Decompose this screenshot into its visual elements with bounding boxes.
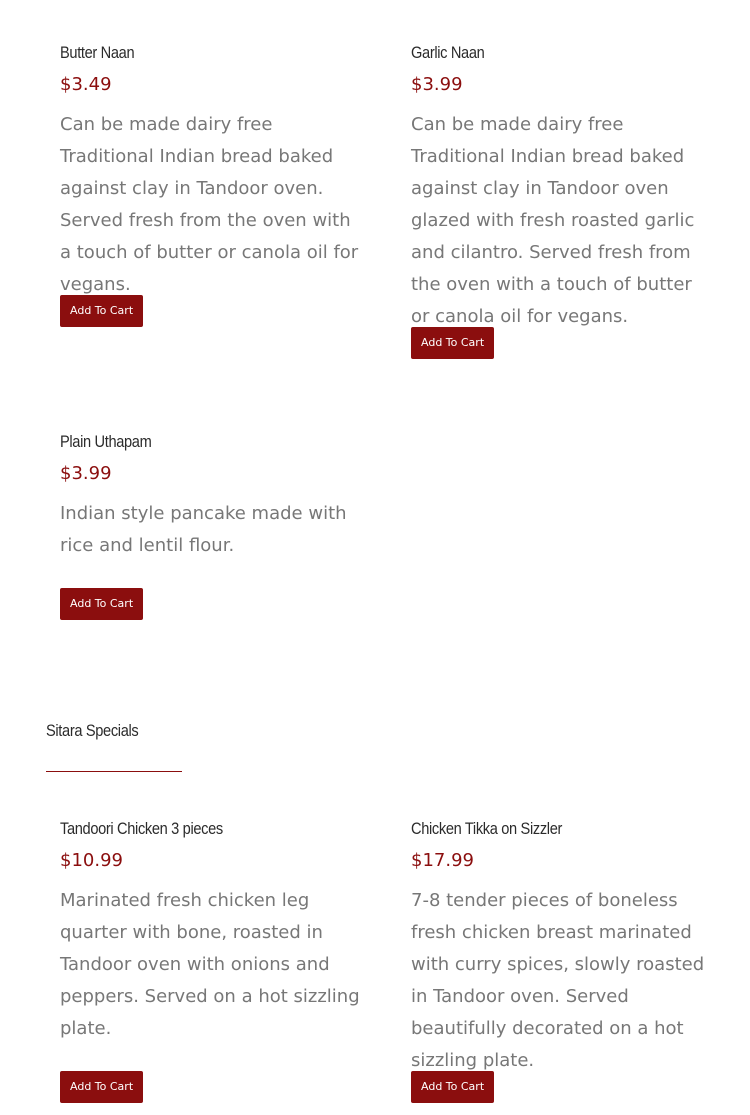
menu-item-garlic-naan xyxy=(411,41,711,333)
add-to-cart-button[interactable]: Add To Cart xyxy=(60,1071,143,1103)
item-name: Butter Naan xyxy=(60,43,135,62)
add-to-cart-button[interactable]: Add To Cart xyxy=(411,1071,494,1103)
section-title: Sitara Specials xyxy=(46,721,139,740)
menu-item-tandoori-chicken xyxy=(60,817,360,1045)
add-to-cart-button[interactable]: Add To Cart xyxy=(411,327,494,359)
item-description: Marinated fresh chicken leg quarter with bone, roasted in Tandoor oven with onions and peppers. Served on a hot sizzling plate. xyxy=(60,890,360,1039)
menu-item-plain-uthapam xyxy=(60,430,360,562)
item-name: Garlic Naan xyxy=(411,43,485,62)
item-description: Can be made dairy free Traditional Indian bread baked against clay in Tandoor oven. Served fresh from the oven with a touch of butter or canola oil for vegans. xyxy=(60,114,359,295)
item-description: 7-8 tender pieces of boneless fresh chicken breast marinated with curry spices, slowly roasted in Tandoor oven. Served beautifully decorated on a hot sizzling plate. xyxy=(411,890,705,1071)
item-name: Chicken Tikka on Sizzler xyxy=(411,819,563,838)
item-price: $3.99 xyxy=(60,463,112,484)
menu-item-butter-naan xyxy=(60,41,360,301)
item-price: $17.99 xyxy=(411,850,474,871)
item-price: $3.99 xyxy=(411,74,463,95)
item-description: Can be made dairy free Traditional Indian bread baked against clay in Tandoor oven glazed with fresh roasted garlic and cilantro. Served fresh from the oven with a touch of butter or canola oil for vegans. xyxy=(411,114,695,327)
item-price: $3.49 xyxy=(60,74,112,95)
item-description: Indian style pancake made with rice and lentil flour. xyxy=(60,503,347,556)
item-price: $10.99 xyxy=(60,850,123,871)
add-to-cart-button[interactable]: Add To Cart xyxy=(60,588,143,620)
section-divider xyxy=(46,771,182,772)
item-name: Plain Uthapam xyxy=(60,432,152,451)
item-name: Tandoori Chicken 3 pieces xyxy=(60,819,223,838)
add-to-cart-button[interactable]: Add To Cart xyxy=(60,295,143,327)
menu-item-chicken-tikka xyxy=(411,817,711,1077)
